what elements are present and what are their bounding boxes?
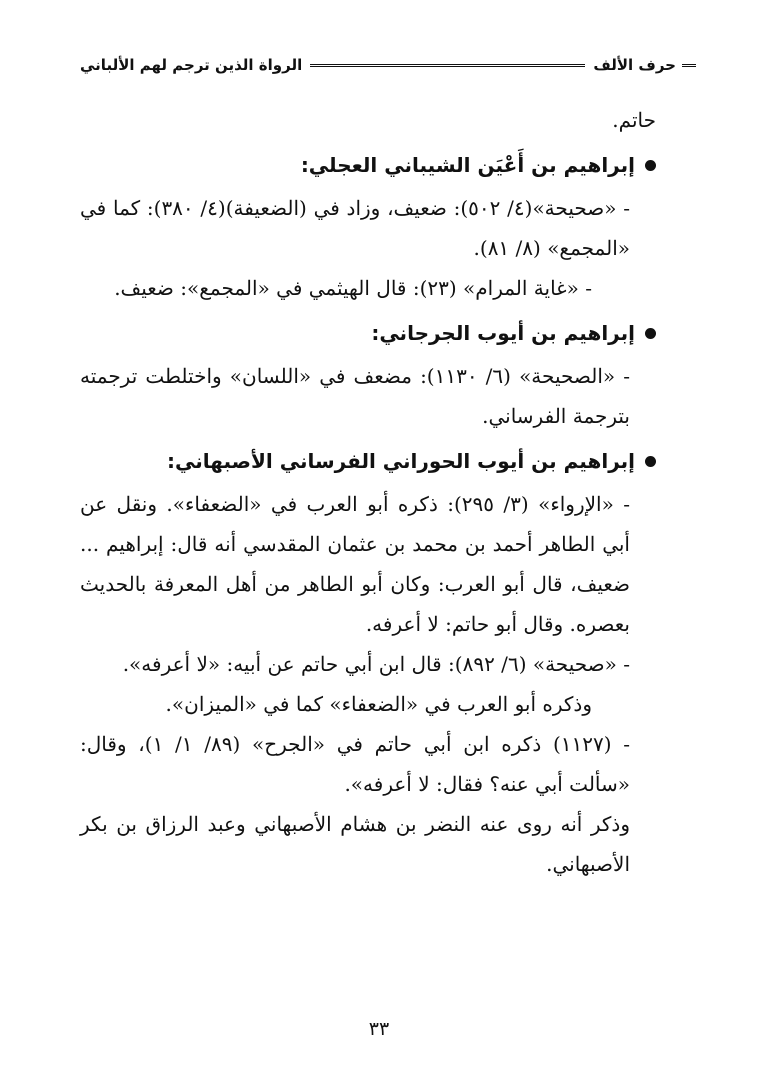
paragraph: وذكر أنه روى عنه النضر بن هشام الأصبهاني وعبد الرزاق بن بكر الأصبهاني. [80, 812, 630, 876]
chapter-title: حرف الألف [593, 56, 676, 74]
book-title: الرواة الذين ترجم لهم الألباني [80, 56, 303, 74]
bullet-icon [645, 160, 656, 171]
paragraph: - (١١٢٧) ذكره ابن أبي حاتم في «الجرح» (٨٩/ ١/ ١)، وقال: «سألت أبي عنه؟ فقال: لا أعرفه». [80, 732, 630, 796]
heading-text: إبراهيم بن أيوب الجرجاني: [371, 321, 635, 345]
running-header [80, 50, 696, 80]
narrator-heading [80, 144, 656, 186]
body-text [80, 100, 656, 884]
paragraph: حاتم. [612, 108, 656, 132]
paragraph: - «غاية المرام» (٢٣): قال الهيثمي في «المجمع»: ضعيف. [114, 276, 592, 300]
bullet-icon [645, 456, 656, 467]
paragraph: - «الإرواء» (٣/ ٢٩٥): ذكره أبو العرب في «الضعفاء». ونقل عن أبي الطاهر أحمد بن محمد بن عثمان المقدسي أنه قال: إبراهيم ... ضعيف، قال أبو العرب: وكان أبو الطاهر من أهل المعرفة بالحديث بعصره. وقال أبو حاتم: لا أعرفه. [80, 492, 630, 636]
heading-text: إبراهيم بن أيوب الحوراني الفرساني الأصبهاني: [167, 449, 635, 473]
narrator-heading [80, 440, 656, 482]
page-number: ٣٣ [368, 1018, 390, 1040]
heading-text: إبراهيم بن أَعْيَن الشيباني العجلي: [300, 153, 635, 177]
paragraph: - «الصحيحة» (٦/ ١١٣٠): مضعف في «اللسان» واختلطت ترجمته بترجمة الفرساني. [80, 364, 630, 428]
header-rule [310, 64, 585, 67]
paragraph: وذكره أبو العرب في «الضعفاء» كما في «الميزان». [165, 692, 592, 716]
narrator-heading [80, 312, 656, 354]
paragraph: - «صحيحة» (٦/ ٨٩٢): قال ابن أبي حاتم عن أبيه: «لا أعرفه». [122, 652, 630, 676]
bullet-icon [645, 328, 656, 339]
header-dash [682, 64, 696, 67]
paragraph: - «صحيحة»(٤/ ٥٠٢): ضعيف، وزاد في (الضعيفة)(٤/ ٣٨٠): كما في «المجمع» (٨/ ٨١). [80, 196, 630, 260]
